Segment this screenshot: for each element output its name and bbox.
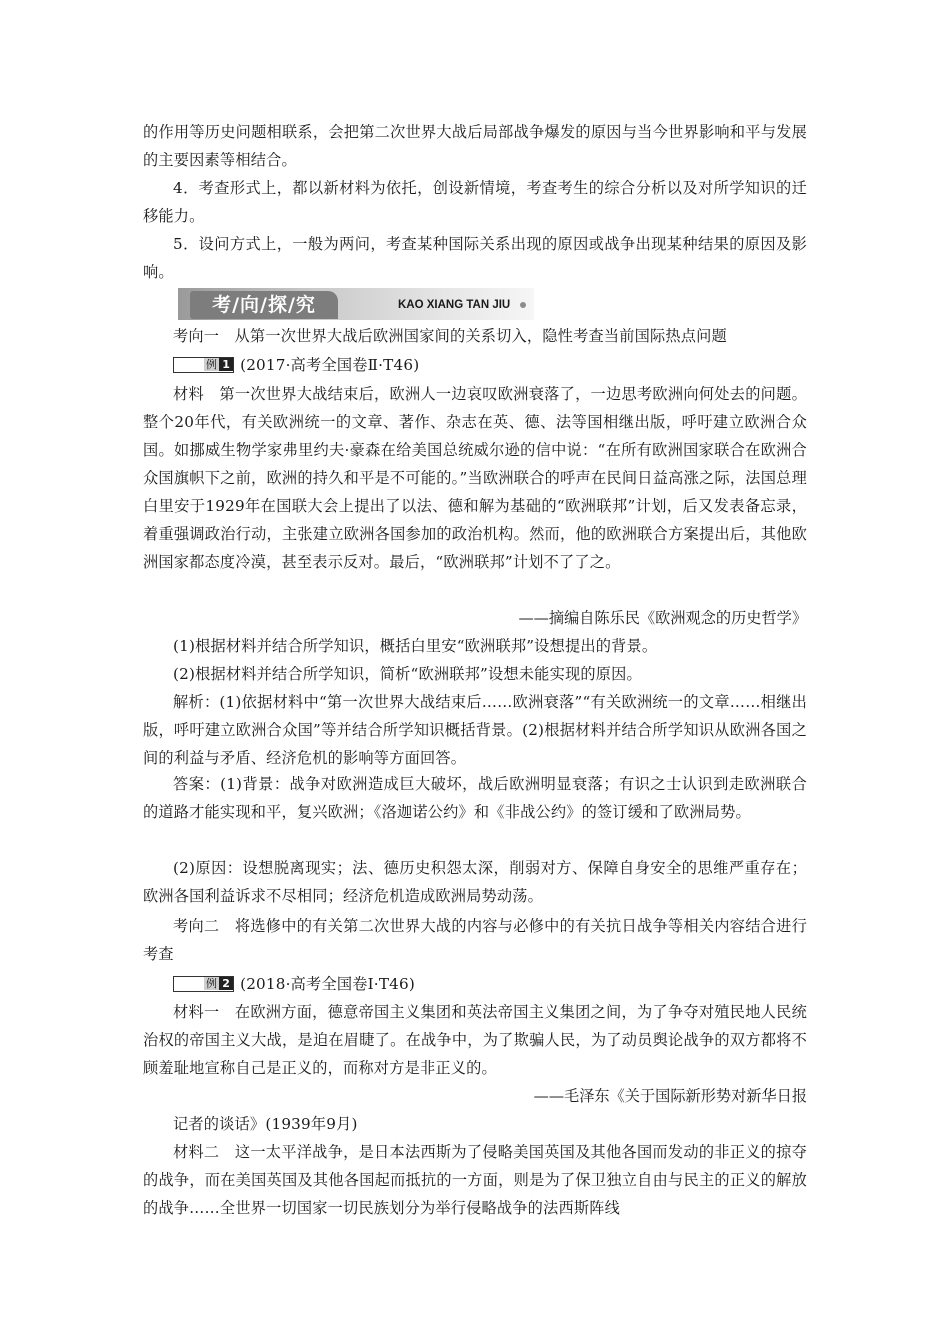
example-2-citation-cont: 记者的谈话》(1939年9月) — [173, 1115, 358, 1133]
example-1-material: 材料 第一次世界大战结束后，欧洲人一边哀叹欧洲衰落了，一边思考欧洲向何处去的问题。整个20年代，有关欧洲统一的文章、著作、杂志在英、德、法等国相继出版，呼吁建立欧洲合众国。如挪威生物学家弗里约夫·豪森在给美国总统威尔逊的信中说：“在所有欧洲国家联合在欧洲合众国旗帜下之前，欧洲的持久和平是不可能的。”当欧洲联合的呼声在民间日益高涨之际，法国总理白里安于1929年在国联大会上提出了以法、德和解为基础的“欧洲联邦”计划，后又发表备忘录，着重强调政治行动，主张建立欧洲各国参加的政治机构。然而，他的欧洲联合方案提出后，其他欧洲国家都态度冷漠，甚至表示反对。最后，“欧洲联邦”计划不了了之。 — [143, 385, 807, 571]
example-badge-word: 例 — [206, 977, 218, 990]
example-1-badge — [173, 357, 234, 373]
direction-1-heading: 考向一 从第一次世界大战后欧洲国家间的关系切入，隐性考查当前国际热点问题 — [173, 327, 727, 345]
example-2-material-2: 材料二 这一太平洋战争，是日本法西斯为了侵略美国英国及其他各国而发动的非正义的掠夺的战争，而在美国英国及其他各国起而抵抗的一方面，则是为了保卫独立自由与民主的正义的解放的战争……全世界一切国家一切民族划分为举行侵略战争的法西斯阵线 — [143, 1143, 807, 1217]
section-banner-subtitle: KAO XIANG TAN JIU — [398, 299, 511, 311]
example-2-material-1: 材料一 在欧洲方面，德意帝国主义集团和英法帝国主义集团之间，为了争夺对殖民地人民统治权的帝国主义大战，是迫在眉睫了。在战争中，为了欺骗人民，为了动员舆论战争的双方都将不顾羞耻地宣称自己是正义的，而称对方是非正义的。 — [143, 1003, 807, 1077]
example-1-header — [143, 351, 807, 379]
example-1-question-2: (2)根据材料并结合所学知识，简析“欧洲联邦”设想未能实现的原因。 — [173, 665, 642, 683]
example-badge-word: 例 — [206, 358, 218, 371]
direction-2-heading: 考向二 将选修中的有关第二次世界大战的内容与必修中的有关抗日战争等相关内容结合进行考查 — [143, 917, 807, 963]
example-1-analysis: 解析：(1)依据材料中“第一次世界大战结束后……欧洲衰落”“有关欧洲统一的文章……相继出版，呼吁建立欧洲合众国”等并结合所学知识概括背景。(2)根据材料并结合所学知识从欧洲各国之间的利益与矛盾、经济危机的影响等方面回答。 — [143, 693, 807, 767]
example-1-answer-1: 答案：(1)背景：战争对欧洲造成巨大破坏，战后欧洲明显衰落；有识之士认识到走欧洲联合的道路才能实现和平，复兴欧洲；《洛迦诺公约》和《非战公约》的签订缓和了欧洲局势。 — [143, 775, 807, 821]
example-2-citation: ——毛泽东《关于国际新形势对新华日报 — [533, 1087, 807, 1105]
example-badge-number: 2 — [219, 977, 233, 990]
section-banner-title: 考/向/探/究 — [212, 294, 316, 316]
example-2-header — [143, 970, 807, 998]
example-2-badge — [173, 976, 234, 992]
example-1-source: (2017·高考全国卷Ⅱ·T46) — [240, 356, 420, 374]
example-2-source: (2018·高考全国卷Ⅰ·T46) — [240, 975, 416, 993]
example-badge-number: 1 — [219, 358, 233, 371]
intro-continuation: 的作用等历史问题相联系，会把第二次世界大战后局部战争爆发的原因与当今世界影响和平与发展的主要因素等相结合。 — [143, 123, 807, 169]
example-1-question-1: (1)根据材料并结合所学知识，概括白里安“欧洲联邦”设想提出的背景。 — [173, 637, 658, 655]
banner-dot-icon — [520, 302, 526, 308]
example-1-citation: ——摘编自陈乐民《欧洲观念的历史哲学》 — [518, 609, 807, 627]
intro-point-4: 4．考查形式上，都以新材料为依托，创设新情境，考查考生的综合分析以及对所学知识的迁移能力。 — [143, 179, 807, 225]
intro-point-5: 5．设问方式上，一般为两问，考查某种国际关系出现的原因或战争出现某种结果的原因及影响。 — [143, 235, 807, 281]
example-1-answer-2: (2)原因：设想脱离现实；法、德历史积怨太深，削弱对方、保障自身安全的思维严重存在；欧洲各国利益诉求不尽相同；经济危机造成欧洲局势动荡。 — [143, 859, 807, 905]
